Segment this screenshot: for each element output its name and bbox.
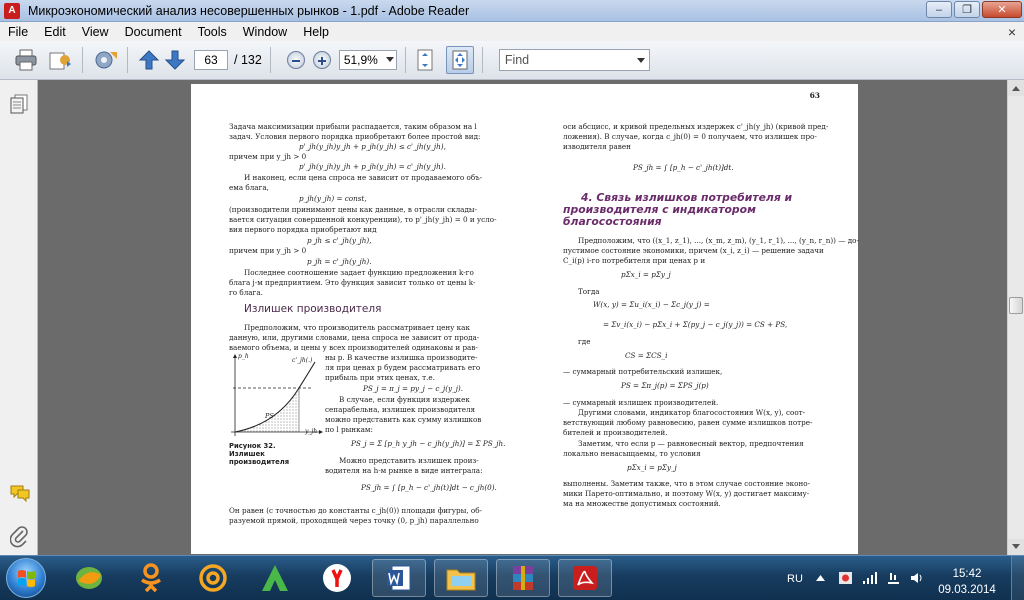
menu-bar <box>0 22 1024 41</box>
text-line: сепарабельна, излишек производителя <box>325 405 476 414</box>
action-center-icon[interactable] <box>886 571 901 585</box>
text-line: прибыль при этих ценах, т.е. <box>325 373 435 382</box>
scroll-up-button[interactable] <box>1008 80 1024 96</box>
taskbar <box>0 555 1024 600</box>
text-line: Заметим, что если p — равновесный вектор, предпочтения <box>578 439 804 448</box>
text-line: ма на множестве допустимых состояний. <box>563 499 721 508</box>
text-line: ложения). В случае, когда c_jh(0) = 0 получаем, что излишек про- <box>563 132 817 141</box>
text-line: Тогда <box>578 287 600 296</box>
text-line: данную, или, другими словами, цена спроса не зависит от прода- <box>229 333 480 342</box>
attachment-icon[interactable] <box>10 524 28 548</box>
section-heading-line: благосостояния <box>563 215 662 228</box>
text-line: вается ситуация совершенной конкуренции), то p'_jh(y_jh) = 0 и усло- <box>229 215 497 224</box>
text-line: выполнены. Заметим также, что в этом случае состояние эконо- <box>563 479 811 488</box>
text-line: водителя на h-м рынке в виде интеграла: <box>325 466 483 475</box>
formula: p_jh ≤ c'_jh(y_jh), <box>307 236 372 245</box>
formula: p_jh(y_jh) = const, <box>299 194 367 203</box>
taskbar-app-odnoklassniki[interactable] <box>124 559 178 597</box>
share-icon <box>48 49 74 71</box>
menu-document[interactable]: Document <box>124 24 182 39</box>
taskbar-app-color[interactable] <box>62 559 116 597</box>
section-heading-line: производителя с индикатором <box>563 203 756 216</box>
chevron-up-icon <box>1012 85 1020 91</box>
previous-page-button[interactable] <box>138 46 160 74</box>
figure-axis-label-p: p_h <box>238 353 249 360</box>
text-line: где <box>578 337 591 346</box>
text-line: мики Парето-оптимально, и поэтому W(x, y) достигает максиму- <box>563 489 810 498</box>
page-total: / 132 <box>234 53 262 67</box>
text-line: ваемого объема, и цены у всех производителей одинаковы и рав- <box>229 343 478 352</box>
find-input[interactable] <box>499 49 650 71</box>
fit-page-button[interactable] <box>446 46 474 74</box>
start-button[interactable] <box>6 558 46 598</box>
windows-logo-icon <box>7 559 47 599</box>
chevron-down-icon <box>1012 544 1020 550</box>
text-line: И наконец, если цена спроса не зависит от продаваемого объ- <box>244 173 483 182</box>
print-button[interactable] <box>14 46 38 74</box>
zoom-out-button[interactable] <box>287 51 305 69</box>
figure-axis-label-y: y_jh <box>305 428 318 435</box>
text-line: блага j-м предприятием. Это функция зависит только от цены k- <box>229 278 476 287</box>
taskbar-app-yandex[interactable] <box>310 559 364 597</box>
close-button[interactable]: ✕ <box>982 1 1022 18</box>
figure-caption-line: Излишек <box>229 450 265 458</box>
text-line: изводителя равен <box>563 142 631 151</box>
taskbar-app-adobe-reader[interactable] <box>558 559 612 597</box>
text-line: вия первого порядка приобретают вид <box>229 225 377 234</box>
text-line: причем при y_jh > 0 <box>229 152 307 161</box>
taskbar-app-explorer[interactable] <box>434 559 488 597</box>
toolbar-separator <box>270 47 271 73</box>
pages-icon[interactable] <box>10 94 28 114</box>
text-line: ны p. В качестве излишка производите- <box>325 353 478 362</box>
menu-file[interactable]: File <box>8 24 29 39</box>
taskbar-app-word[interactable] <box>372 559 426 597</box>
mail-agent-icon <box>198 563 228 593</box>
formula: W(x, y) = Σu_i(x_i) − Σc_j(y_j) = <box>593 300 710 309</box>
clock-time: 15:42 <box>952 568 982 580</box>
zoom-in-button[interactable] <box>313 51 331 69</box>
close-document-icon[interactable]: × <box>1007 24 1016 40</box>
show-desktop-button[interactable] <box>1011 556 1024 600</box>
menu-tools[interactable]: Tools <box>197 24 227 39</box>
winrar-icon <box>508 563 538 593</box>
find-placeholder: Find <box>504 53 530 67</box>
toolbar <box>0 41 1024 80</box>
text-line: Задача максимизации прибыли распадается, таким образом на l <box>229 122 477 131</box>
text-line: (производители принимают цены как данные, в отрасли склады- <box>229 205 478 214</box>
text-line: Можно представить излишек произ- <box>339 456 479 465</box>
arrow-up-icon <box>138 49 160 71</box>
navigation-pane <box>0 80 38 555</box>
scroll-mode-icon <box>414 48 436 72</box>
adobe-reader-icon: A <box>4 3 20 19</box>
restore-button[interactable]: ❐ <box>954 1 980 18</box>
fit-page-icon <box>450 49 470 71</box>
section-heading-line: 4. Связь излишков потребителя и <box>581 191 793 204</box>
minimize-button[interactable]: – <box>926 1 952 18</box>
window-title: Микроэкономический анализ несовершенных рынков - 1.pdf - Adobe Reader <box>28 3 470 18</box>
network-signal-icon[interactable] <box>862 571 877 585</box>
green-a-icon <box>260 563 290 593</box>
menu-window[interactable]: Window <box>242 24 288 39</box>
text-line: можно представить как сумму излишков <box>325 415 482 424</box>
color-app-icon <box>74 563 104 593</box>
scrolling-mode-button[interactable] <box>414 46 436 74</box>
formula: PS_j = π_j = py_j − c_j(y_j). <box>363 384 464 393</box>
toolbar-separator <box>482 47 483 73</box>
formula: pΣx_i = pΣy_j <box>621 270 671 279</box>
title-bar <box>0 0 1024 22</box>
formula: p'_jh(y_jh)y_jh + p_jh(y_jh) = c'_jh(y_jh). <box>299 162 446 171</box>
text-line: причем при y_jh > 0 <box>229 246 307 255</box>
menu-help[interactable]: Help <box>303 24 329 39</box>
text-line: Предположим, что производитель рассматривает цену как <box>244 323 470 332</box>
text-line: Предположим, что ((x_1, z_1), ..., (x_m, z_m), (y_1, r_1), ..., (y_n, r_n)) — до- <box>578 236 859 245</box>
taskbar-app-green[interactable] <box>248 559 302 597</box>
formula: PS_jh = ∫ [p_h − c'_jh(t)]dt − c_jh(0). <box>361 483 497 492</box>
pdf-page <box>191 84 858 554</box>
odnoklassniki-icon <box>138 563 164 593</box>
text-line: ля при ценах p будем рассматривать его <box>325 363 481 372</box>
figure-ps-label: PS <box>265 412 274 420</box>
gear-icon <box>93 48 119 72</box>
formula: PS_j = Σ [p_h y_jh − c_jh(y_jh)] = Σ PS_jh. <box>351 439 506 448</box>
scroll-down-button[interactable] <box>1008 539 1024 555</box>
toolbar-separator <box>82 47 83 73</box>
formula: p_jh = c'_jh(y_jh). <box>307 257 372 266</box>
page-number-input[interactable]: 63 <box>194 50 228 70</box>
formula: PS = Σπ_j(p) = ΣPS_j(p) <box>621 381 709 390</box>
adobe-reader-icon <box>570 563 600 593</box>
chevron-down-icon <box>637 58 645 63</box>
text-line: — суммарный излишек производителей. <box>563 398 719 407</box>
text-line: го блага. <box>229 288 263 297</box>
figure-curve-label: c'_jh(.) <box>292 357 313 364</box>
section-heading-producer-surplus: Излишек производителя <box>244 303 382 315</box>
formula: pΣx_i = pΣy_j <box>627 463 677 472</box>
figure-caption-line: производителя <box>229 458 290 466</box>
text-line: — суммарный потребительский излишек, <box>563 367 723 376</box>
toolbar-separator <box>127 47 128 73</box>
share-button[interactable] <box>48 46 74 74</box>
text-line: ветствующий любому равновесию, равен сумме излишков потре- <box>563 418 813 427</box>
next-page-button[interactable] <box>164 46 186 74</box>
tools-button[interactable] <box>93 46 119 74</box>
vertical-scrollbar[interactable] <box>1007 80 1024 555</box>
formula: PS_jh = ∫ [p_h − c'_jh(t)]dt. <box>633 163 734 172</box>
formula: = Σv_i(x_i) − pΣx_i + Σ(py_j − c_j(y_j)) = CS + PS, <box>603 320 788 329</box>
volume-icon[interactable] <box>910 571 925 585</box>
taskbar-app-winrar[interactable] <box>496 559 550 597</box>
text-line: ема блага, <box>229 183 269 192</box>
document-view[interactable] <box>39 80 1007 555</box>
comments-icon[interactable] <box>10 484 30 502</box>
yandex-browser-icon <box>321 562 353 594</box>
system-clock[interactable] <box>932 566 1002 598</box>
clock-date: 09.03.2014 <box>938 584 996 596</box>
scrollbar-thumb[interactable] <box>1009 297 1023 314</box>
text-line: задач. Условия первого порядка приобретают более простой вид: <box>229 132 481 141</box>
chevron-down-icon <box>386 57 394 62</box>
formula: p'_jh(y_jh)y_jh + p_jh(y_jh) ≤ c'_jh(y_jh), <box>299 142 446 151</box>
text-line: разуемой прямой, проходящей через точку (0, p_jh) параллельно <box>229 516 479 525</box>
show-hidden-icons-icon[interactable] <box>813 571 828 585</box>
arrow-down-icon <box>164 49 186 71</box>
language-indicator[interactable]: RU <box>787 573 803 585</box>
printer-icon <box>14 49 38 71</box>
text-line: Он равен (с точностью до константы c_jh(0)) площади фигуры, об- <box>229 506 482 515</box>
zoom-level-value: 51,9% <box>343 53 378 67</box>
text-line: локально ненасыщаемы, то условия <box>563 449 701 458</box>
window-controls <box>926 1 1022 18</box>
taskbar-app-mail-agent[interactable] <box>186 559 240 597</box>
text-line: оси абсцисс, и кривой предельных издержек c'_jh(y_jh) (кривой пред- <box>563 122 829 131</box>
text-line: по l рынкам: <box>325 425 373 434</box>
media-icon[interactable] <box>838 571 853 585</box>
menu-view[interactable]: View <box>81 24 109 39</box>
toolbar-separator <box>405 47 406 73</box>
text-line: Другими словами, индикатор благосостояния W(x, y), соот- <box>578 408 806 417</box>
figure-caption-title: Рисунок 32. <box>229 442 276 450</box>
text-line: C_i(p) i-го потребителя при ценах p и <box>563 256 706 265</box>
text-line: бителей и производителей. <box>563 428 668 437</box>
text-line: пустимое состояние экономики, причем (x_i, z_i) — решение задачи <box>563 246 824 255</box>
file-explorer-icon <box>445 564 477 592</box>
menu-edit[interactable]: Edit <box>44 24 66 39</box>
text-line: Последнее соотношение задает функцию предложения k-го <box>244 268 474 277</box>
zoom-level-select[interactable] <box>339 50 397 70</box>
text-line: В случае, если функция издержек <box>339 395 470 404</box>
page-number-label: 63 <box>809 91 820 100</box>
word-icon <box>384 563 414 593</box>
formula: CS = ΣCS_i <box>625 351 668 360</box>
